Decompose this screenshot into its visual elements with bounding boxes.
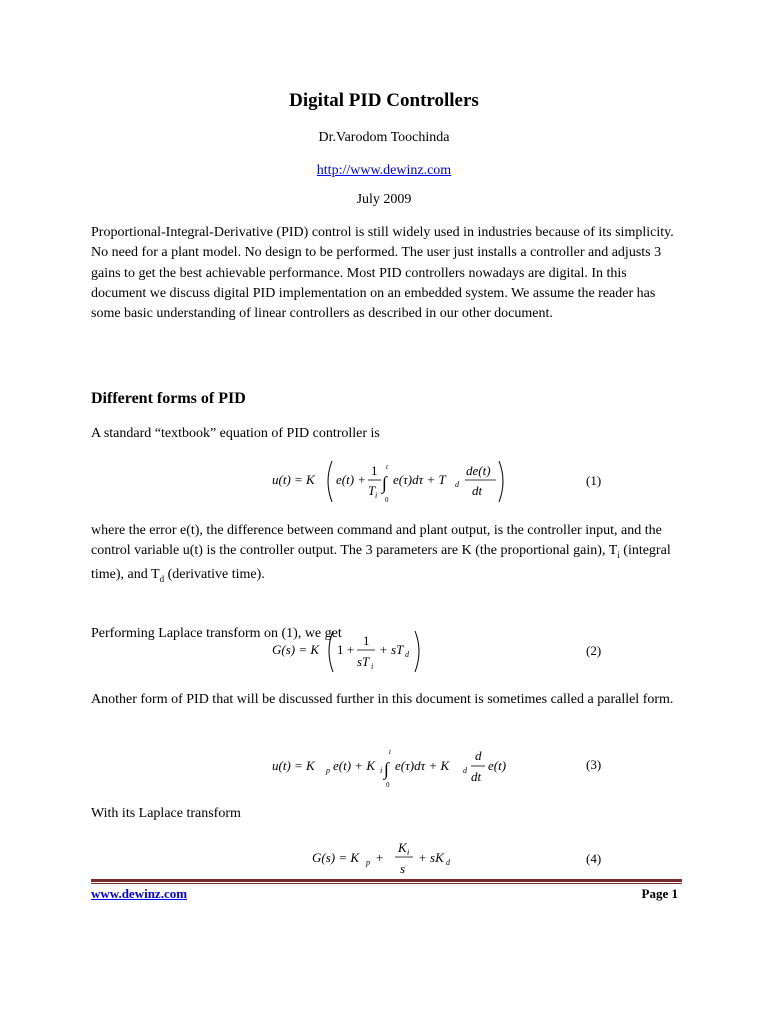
svg-text:∫: ∫ — [382, 473, 387, 493]
svg-text:+ sT: + sT — [379, 642, 404, 657]
svg-text:de(t): de(t) — [466, 463, 491, 478]
equation-2-number: (2) — [586, 643, 602, 658]
equation-1-number: (1) — [586, 473, 602, 488]
svg-text:dt: dt — [471, 769, 482, 784]
svg-text:s: s — [400, 861, 406, 876]
svg-text:i: i — [407, 848, 410, 857]
svg-text:d: d — [475, 748, 482, 763]
svg-text:+: + — [376, 850, 384, 865]
equation-3-number: (3) — [586, 757, 602, 772]
equation-3-graphic — [0, 742, 768, 792]
svg-text:T: T — [368, 483, 376, 498]
author-url — [0, 163, 768, 179]
equation-2-graphic — [0, 626, 768, 676]
svg-text:d: d — [463, 766, 467, 775]
svg-text:e(τ)dτ + K: e(τ)dτ + K — [395, 758, 450, 773]
svg-text:i: i — [371, 662, 374, 671]
footer-page-number: Page 1 — [641, 886, 678, 901]
author-url-link[interactable]: http://www.dewinz.com — [316, 163, 452, 178]
svg-text:d: d — [405, 650, 409, 659]
with-laplace-paragraph: With its Laplace transform — [91, 806, 241, 821]
document-date: July 2009 — [356, 192, 412, 207]
svg-text:u(t) = K: u(t) = K — [272, 472, 315, 487]
svg-text:+ sK: + sK — [418, 850, 444, 865]
svg-text:i: i — [380, 766, 383, 775]
equation-1 — [0, 456, 768, 506]
svg-text:e(t): e(t) — [488, 758, 507, 773]
equation-2 — [0, 626, 768, 676]
svg-text:t: t — [386, 463, 388, 471]
svg-text:∫: ∫ — [384, 759, 389, 779]
footer-link[interactable]: www.dewinz.com — [91, 886, 188, 901]
equation-4-graphic — [0, 836, 768, 876]
svg-text:e(t) + K: e(t) + K — [333, 758, 375, 773]
svg-text:e(τ)dτ + T: e(τ)dτ + T — [393, 472, 446, 487]
error-text-a: where the error e(t), the difference between command and plant output, is the controller input, and the control variable u(t) is the controller output. The 3 parameters are K (the proportional gain), T — [91, 523, 662, 559]
error-text-c: (derivative time). — [164, 567, 265, 583]
svg-text:G(s) = K: G(s) = K — [312, 850, 360, 865]
intro-paragraph: Proportional-Integral-Derivative (PID) control is still widely used in industries because of its simplicity. No need for a plant model. No design to be performed. The user just installs a controller and adjusts 3 gains to get the best achievable performance. Most PID controllers nowadays are digital. In this document we discuss digital PID implementation on an embedded system. We assume the reader has some basic understanding of linear controllers as described in our other document. — [91, 225, 674, 322]
equation-3 — [0, 742, 768, 792]
svg-text:u(t) = K: u(t) = K — [272, 758, 315, 773]
footer-rule-thick — [91, 879, 682, 882]
svg-text:0: 0 — [386, 781, 390, 789]
equation-4-number: (4) — [586, 851, 602, 866]
error-sub-i: i — [617, 550, 620, 561]
error-sub-d: d — [159, 574, 165, 585]
svg-text:1: 1 — [363, 633, 370, 648]
error-paragraph — [91, 521, 683, 589]
svg-text:dt: dt — [472, 483, 483, 498]
author-name: Dr.Varodom Toochinda — [318, 130, 450, 145]
svg-text:sT: sT — [357, 654, 370, 669]
svg-text:1 +: 1 + — [337, 642, 355, 657]
footer-rule-thin — [91, 883, 682, 884]
section-heading: Different forms of PID — [91, 390, 246, 407]
document-title: Digital PID Controllers — [289, 90, 479, 111]
svg-text:e(t) +: e(t) + — [336, 472, 367, 487]
svg-text:i: i — [375, 491, 378, 500]
svg-text:d: d — [446, 858, 450, 867]
svg-text:t: t — [389, 748, 391, 756]
svg-text:p: p — [326, 766, 330, 775]
equation-1-graphic — [0, 456, 768, 506]
svg-text:d: d — [455, 480, 459, 489]
textbook-paragraph: A standard “textbook” equation of PID controller is — [91, 426, 380, 441]
svg-text:0: 0 — [385, 496, 389, 504]
svg-text:1: 1 — [371, 463, 378, 478]
laplace-paragraph: Performing Laplace transform on (1), we get — [91, 626, 342, 641]
svg-text:K: K — [398, 840, 407, 855]
error-text-b: (integral time), and T — [91, 543, 671, 583]
svg-text:G(s) = K: G(s) = K — [272, 642, 320, 657]
parallel-paragraph: Another form of PID that will be discussed further in this document is sometimes called a parallel form. — [91, 692, 674, 707]
equation-4 — [0, 836, 768, 876]
svg-text:p: p — [366, 858, 370, 867]
